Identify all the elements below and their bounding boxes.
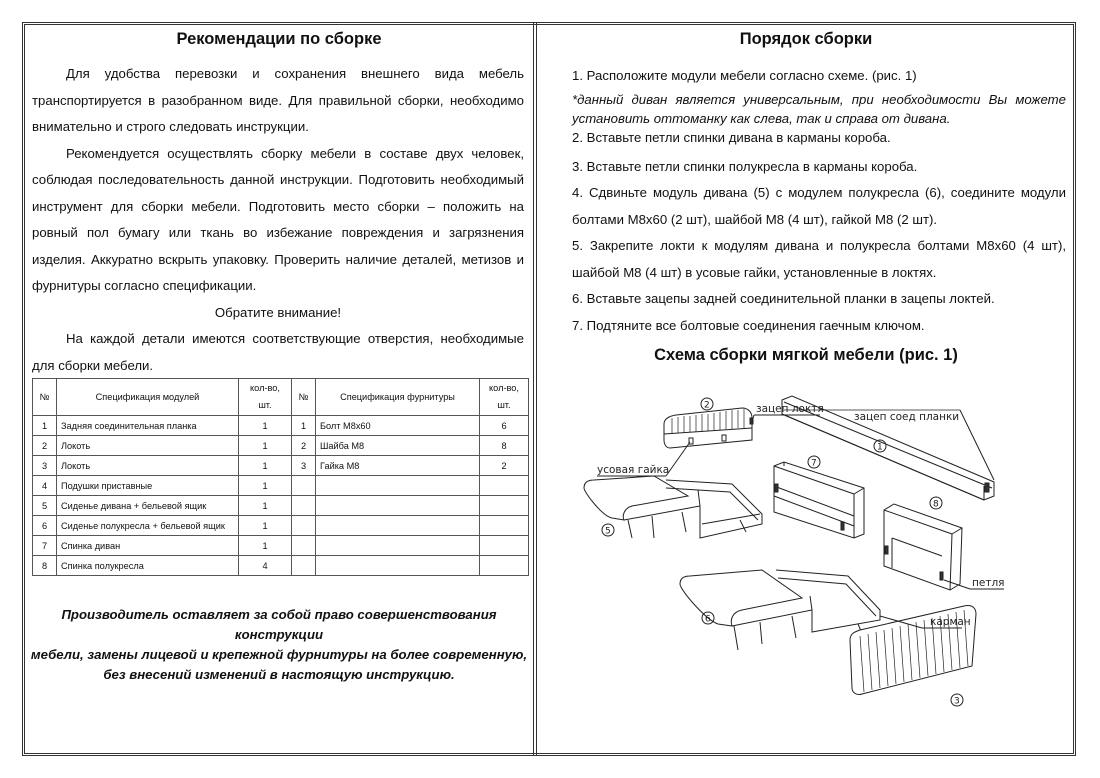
attention-text: На каждой детали имеются соответствующие отверстия, необходимые для сборки мебели. [32, 331, 524, 373]
assembly-steps [540, 63, 1072, 339]
procedure-paragraph: Рекомендуется осуществлять сборку мебели в составе двух человек, соблюдая последовательность данной инструкции. Подготовить необходимый инструмент для сборки мебели. Подготовить место сборки – положить на ровный пол бумагу или ткань во избежание повреждения и загрязнения изделия. Аккуратно вскрыть упаковку. Проверить наличие деталей, метизов и фурнитуры согласно спецификации. [32, 145, 524, 293]
header-no-hardware: № [292, 379, 316, 416]
disclaimer-line: Производитель оставляет за собой право совершенствования конструкции [61, 607, 497, 642]
table-row [33, 476, 529, 496]
cell-no2 [292, 496, 316, 516]
header-module-qty: кол-во, шт. [239, 379, 292, 416]
cell-qty1: 1 [239, 436, 292, 456]
sofa-back-part [774, 462, 864, 538]
table-row [33, 456, 529, 476]
cell-qty1: 1 [239, 476, 292, 496]
universal-sofa-note: *данный диван является универсальным, при необходимости Вы можете установить оттоманку как слева, так и справа от дивана. [572, 91, 1066, 126]
cell-module: Сиденье дивана + бельевой ящик [57, 496, 239, 516]
table-row [33, 556, 529, 576]
attention-heading: Обратите внимание! [214, 304, 342, 320]
recommendations-title: Рекомендации по сборке [176, 30, 382, 48]
cell-module: Задняя соединительная планка [57, 416, 239, 436]
cell-hardware: Гайка М8 [316, 456, 480, 476]
svg-text:6: 6 [705, 614, 711, 625]
cell-no2: 3 [292, 456, 316, 476]
cell-hardware: Шайба М8 [316, 436, 480, 456]
cell-qty2 [480, 536, 529, 556]
svg-text:карман: карман [930, 616, 971, 628]
cell-module: Спинка полукресла [57, 556, 239, 576]
cell-qty1: 1 [239, 516, 292, 536]
header-hardware-qty: кол-во, шт. [480, 379, 529, 416]
cell-no2 [292, 536, 316, 556]
disclaimer-line: мебели, замены лицевой и крепежной фурнитуры на более современную, [30, 647, 528, 662]
cell-no1: 1 [33, 416, 57, 436]
cell-qty2: 8 [480, 436, 529, 456]
part-marker-8 [930, 497, 942, 510]
step-7: 7. Подтяните все болтовые соединения гаечным ключом. [572, 317, 925, 333]
specification-table [32, 378, 529, 576]
cell-module: Спинка диван [57, 536, 239, 556]
cell-hardware [316, 476, 480, 496]
cell-module: Сиденье полукресла + бельевой ящик [57, 516, 239, 536]
cell-qty1: 1 [239, 456, 292, 476]
part-marker-3 [951, 694, 963, 707]
cell-hardware [316, 516, 480, 536]
cell-no2 [292, 516, 316, 536]
svg-text:петля: петля [972, 577, 1005, 589]
manufacturer-disclaimer [28, 605, 530, 685]
cell-qty2 [480, 556, 529, 576]
table-row [33, 496, 529, 516]
svg-text:усовая гайка: усовая гайка [597, 464, 670, 476]
table-row [33, 436, 529, 456]
table-row [33, 416, 529, 436]
svg-text:7: 7 [811, 458, 817, 469]
cell-qty1: 1 [239, 416, 292, 436]
cell-no1: 5 [33, 496, 57, 516]
cell-qty1: 1 [239, 496, 292, 516]
part-marker-7 [808, 456, 820, 469]
cell-no1: 4 [33, 476, 57, 496]
cell-hardware [316, 536, 480, 556]
cell-qty2 [480, 496, 529, 516]
cell-no1: 6 [33, 516, 57, 536]
cell-qty2 [480, 516, 529, 536]
cell-no2 [292, 476, 316, 496]
part-marker-2 [701, 398, 713, 411]
cell-no2: 2 [292, 436, 316, 456]
svg-text:3: 3 [954, 696, 960, 707]
assembly-order-panel [540, 25, 1072, 707]
step-2: 2. Вставьте петли спинки дивана в карманы короба. [572, 129, 891, 145]
cell-no1: 3 [33, 456, 57, 476]
step-5: 5. Закрепите локти к модулям дивана и полукресла болтами М8х60 (4 шт), шайбой М8 (4 шт) в усовые гайки, установленные в локтях. [572, 238, 1066, 280]
cell-qty1: 4 [239, 556, 292, 576]
step-4: 4. Сдвиньте модуль дивана (5) с модулем полукресла (6), соедините модули болтами М8х60 (2 шт), шайбой М8 (4 шт), гайкой М8 (2 шт). [572, 185, 1066, 227]
step-1: 1. Расположите модули мебели согласно схеме. (рис. 1) [572, 68, 917, 83]
svg-text:зацеп локтя: зацеп локтя [756, 403, 824, 415]
table-row [33, 536, 529, 556]
assembly-diagram [562, 370, 1062, 740]
cell-no1: 7 [33, 536, 57, 556]
header-hardware-spec: Спецификация фурнитуры [316, 379, 480, 416]
disclaimer-line: без внесений изменений в настоящую инструкцию. [103, 667, 455, 682]
svg-text:зацеп соед планки: зацеп соед планки [854, 411, 960, 423]
diagram-title: Схема сборки мягкой мебели (рис. 1) [654, 346, 958, 364]
cell-qty1: 1 [239, 536, 292, 556]
cell-hardware [316, 496, 480, 516]
cell-module: Локоть [57, 456, 239, 476]
cell-qty2: 6 [480, 416, 529, 436]
svg-text:5: 5 [605, 526, 611, 537]
column-divider [533, 22, 537, 756]
step-6: 6. Вставьте зацепы задней соединительной планки в зацепы локтей. [572, 291, 995, 306]
cell-qty2 [480, 476, 529, 496]
assembly-order-title: Порядок сборки [739, 30, 873, 48]
cell-hardware [316, 556, 480, 576]
svg-text:2: 2 [704, 400, 710, 411]
table-header-row [33, 379, 529, 416]
part-marker-5 [602, 524, 614, 537]
cell-module: Локоть [57, 436, 239, 456]
cell-qty2: 2 [480, 456, 529, 476]
half-chair-back-part [884, 504, 962, 590]
header-no-modules: № [33, 379, 57, 416]
cell-no2 [292, 556, 316, 576]
step-3: 3. Вставьте петли спинки полукресла в карманы короба. [572, 158, 918, 174]
cell-no2: 1 [292, 416, 316, 436]
svg-text:8: 8 [933, 499, 939, 510]
cell-no1: 8 [33, 556, 57, 576]
assembly-recommendations-panel [28, 25, 530, 682]
cell-no1: 2 [33, 436, 57, 456]
elbow-part [664, 408, 753, 448]
cell-module: Подушки приставные [57, 476, 239, 496]
table-row [33, 516, 529, 536]
cell-hardware: Болт М8х60 [316, 416, 480, 436]
svg-text:1: 1 [877, 442, 883, 453]
header-module-spec: Спецификация модулей [57, 379, 239, 416]
intro-paragraph: Для удобства перевозки и сохранения внешнего вида мебель транспортируется в разобранном виде. Для правильной сборки, необходимо внимательно и строго следовать инструкции. [32, 66, 524, 134]
